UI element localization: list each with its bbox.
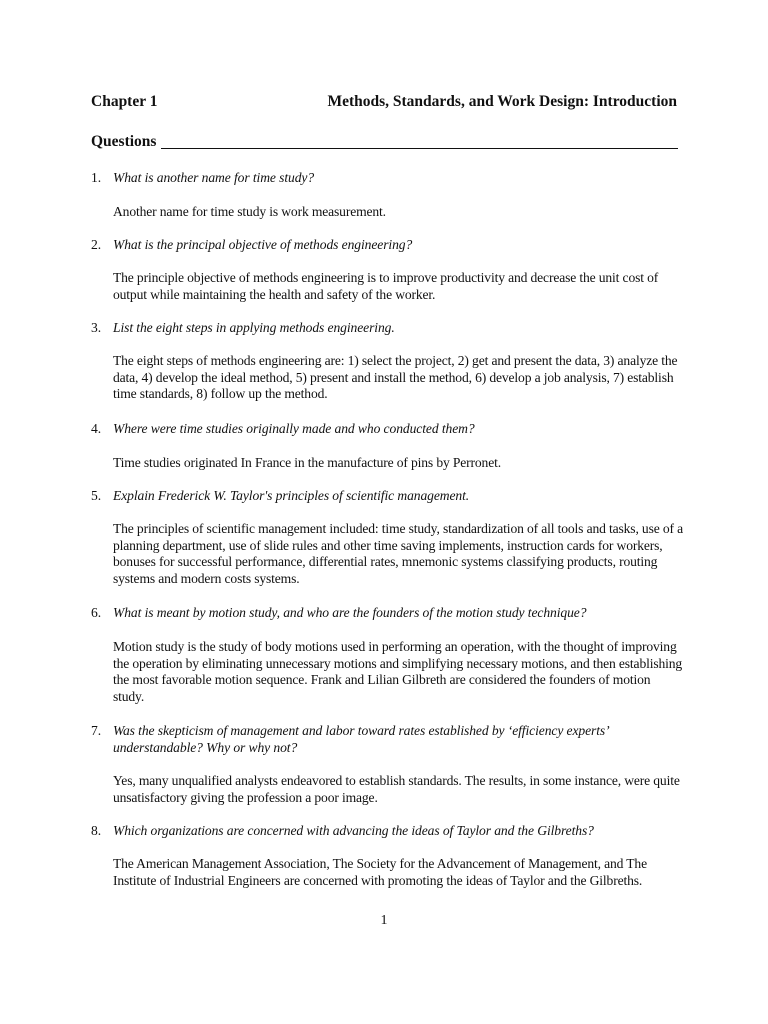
questions-label: Questions	[91, 133, 157, 150]
questions-heading	[91, 133, 678, 153]
question-number: 3.	[91, 320, 102, 335]
chapter-title: Methods, Standards, and Work Design: Introduction	[327, 93, 677, 110]
answer-text: Time studies originated In France in the manufacture of pins by Perronet.	[113, 455, 501, 470]
question-text: Was the skepticism of management and labor toward rates established by ‘efficiency experts’ understandable? Why or why not?	[113, 723, 609, 755]
answer-text: Motion study is the study of body motions used in performing an operation, with the thought of improving the operation by eliminating unnecessary motions and simplifying necessary motions, and then establishing the most favorable motion sequence. Frank and Lilian Gilbreth are considered the founders of motion study.	[113, 639, 683, 704]
question-text: What is meant by motion study, and who are the founders of the motion study technique?	[113, 605, 587, 620]
page-number: 1	[380, 913, 388, 928]
heading-rule	[161, 148, 678, 149]
chapter-label: Chapter 1	[91, 93, 158, 110]
answer-text: The American Management Association, The Society for the Advancement of Management, and The Institute of Industrial Engineers are concerned with promoting the ideas of Taylor and the Gilbreths.	[113, 856, 647, 888]
answer-text: The principle objective of methods engineering is to improve productivity and decrease the unit cost of output while maintaining the health and safety of the worker.	[113, 270, 659, 302]
question-text: Explain Frederick W. Taylor's principles of scientific management.	[113, 488, 470, 503]
question-number: 1.	[91, 170, 102, 185]
question-text: What is another name for time study?	[113, 170, 315, 185]
question-number: 6.	[91, 605, 102, 620]
question-text: Where were time studies originally made and who conducted them?	[113, 421, 475, 436]
question-text: Which organizations are concerned with advancing the ideas of Taylor and the Gilbreths?	[113, 823, 594, 838]
question-text: What is the principal objective of methods engineering?	[113, 237, 413, 252]
answer-text: Another name for time study is work measurement.	[113, 204, 386, 219]
question-number: 5.	[91, 488, 102, 503]
question-text: List the eight steps in applying methods engineering.	[113, 320, 395, 335]
answer-text: Yes, many unqualified analysts endeavored to establish standards. The results, in some instance, were quite unsatisfactory giving the profession a poor image.	[113, 773, 680, 805]
answer-text: The eight steps of methods engineering are: 1) select the project, 2) get and present the data, 3) analyze the data, 4) develop the ideal method, 5) present and install the method, 6) develop a job analysis, 7) establish time standards, 8) follow up the method.	[113, 353, 678, 402]
question-number: 8.	[91, 823, 102, 838]
question-number: 7.	[91, 723, 102, 738]
chapter-header	[91, 93, 681, 115]
answer-text: The principles of scientific management included: time study, standardization of all tools and tasks, use of a planning department, use of slide rules and other time saving implements, instruction cards for workers, bonuses for successful performance, differential rates, mnemonic systems classifying products, routing systems and modern costs systems.	[113, 521, 684, 586]
question-number: 2.	[91, 237, 102, 252]
question-number: 4.	[91, 421, 102, 436]
